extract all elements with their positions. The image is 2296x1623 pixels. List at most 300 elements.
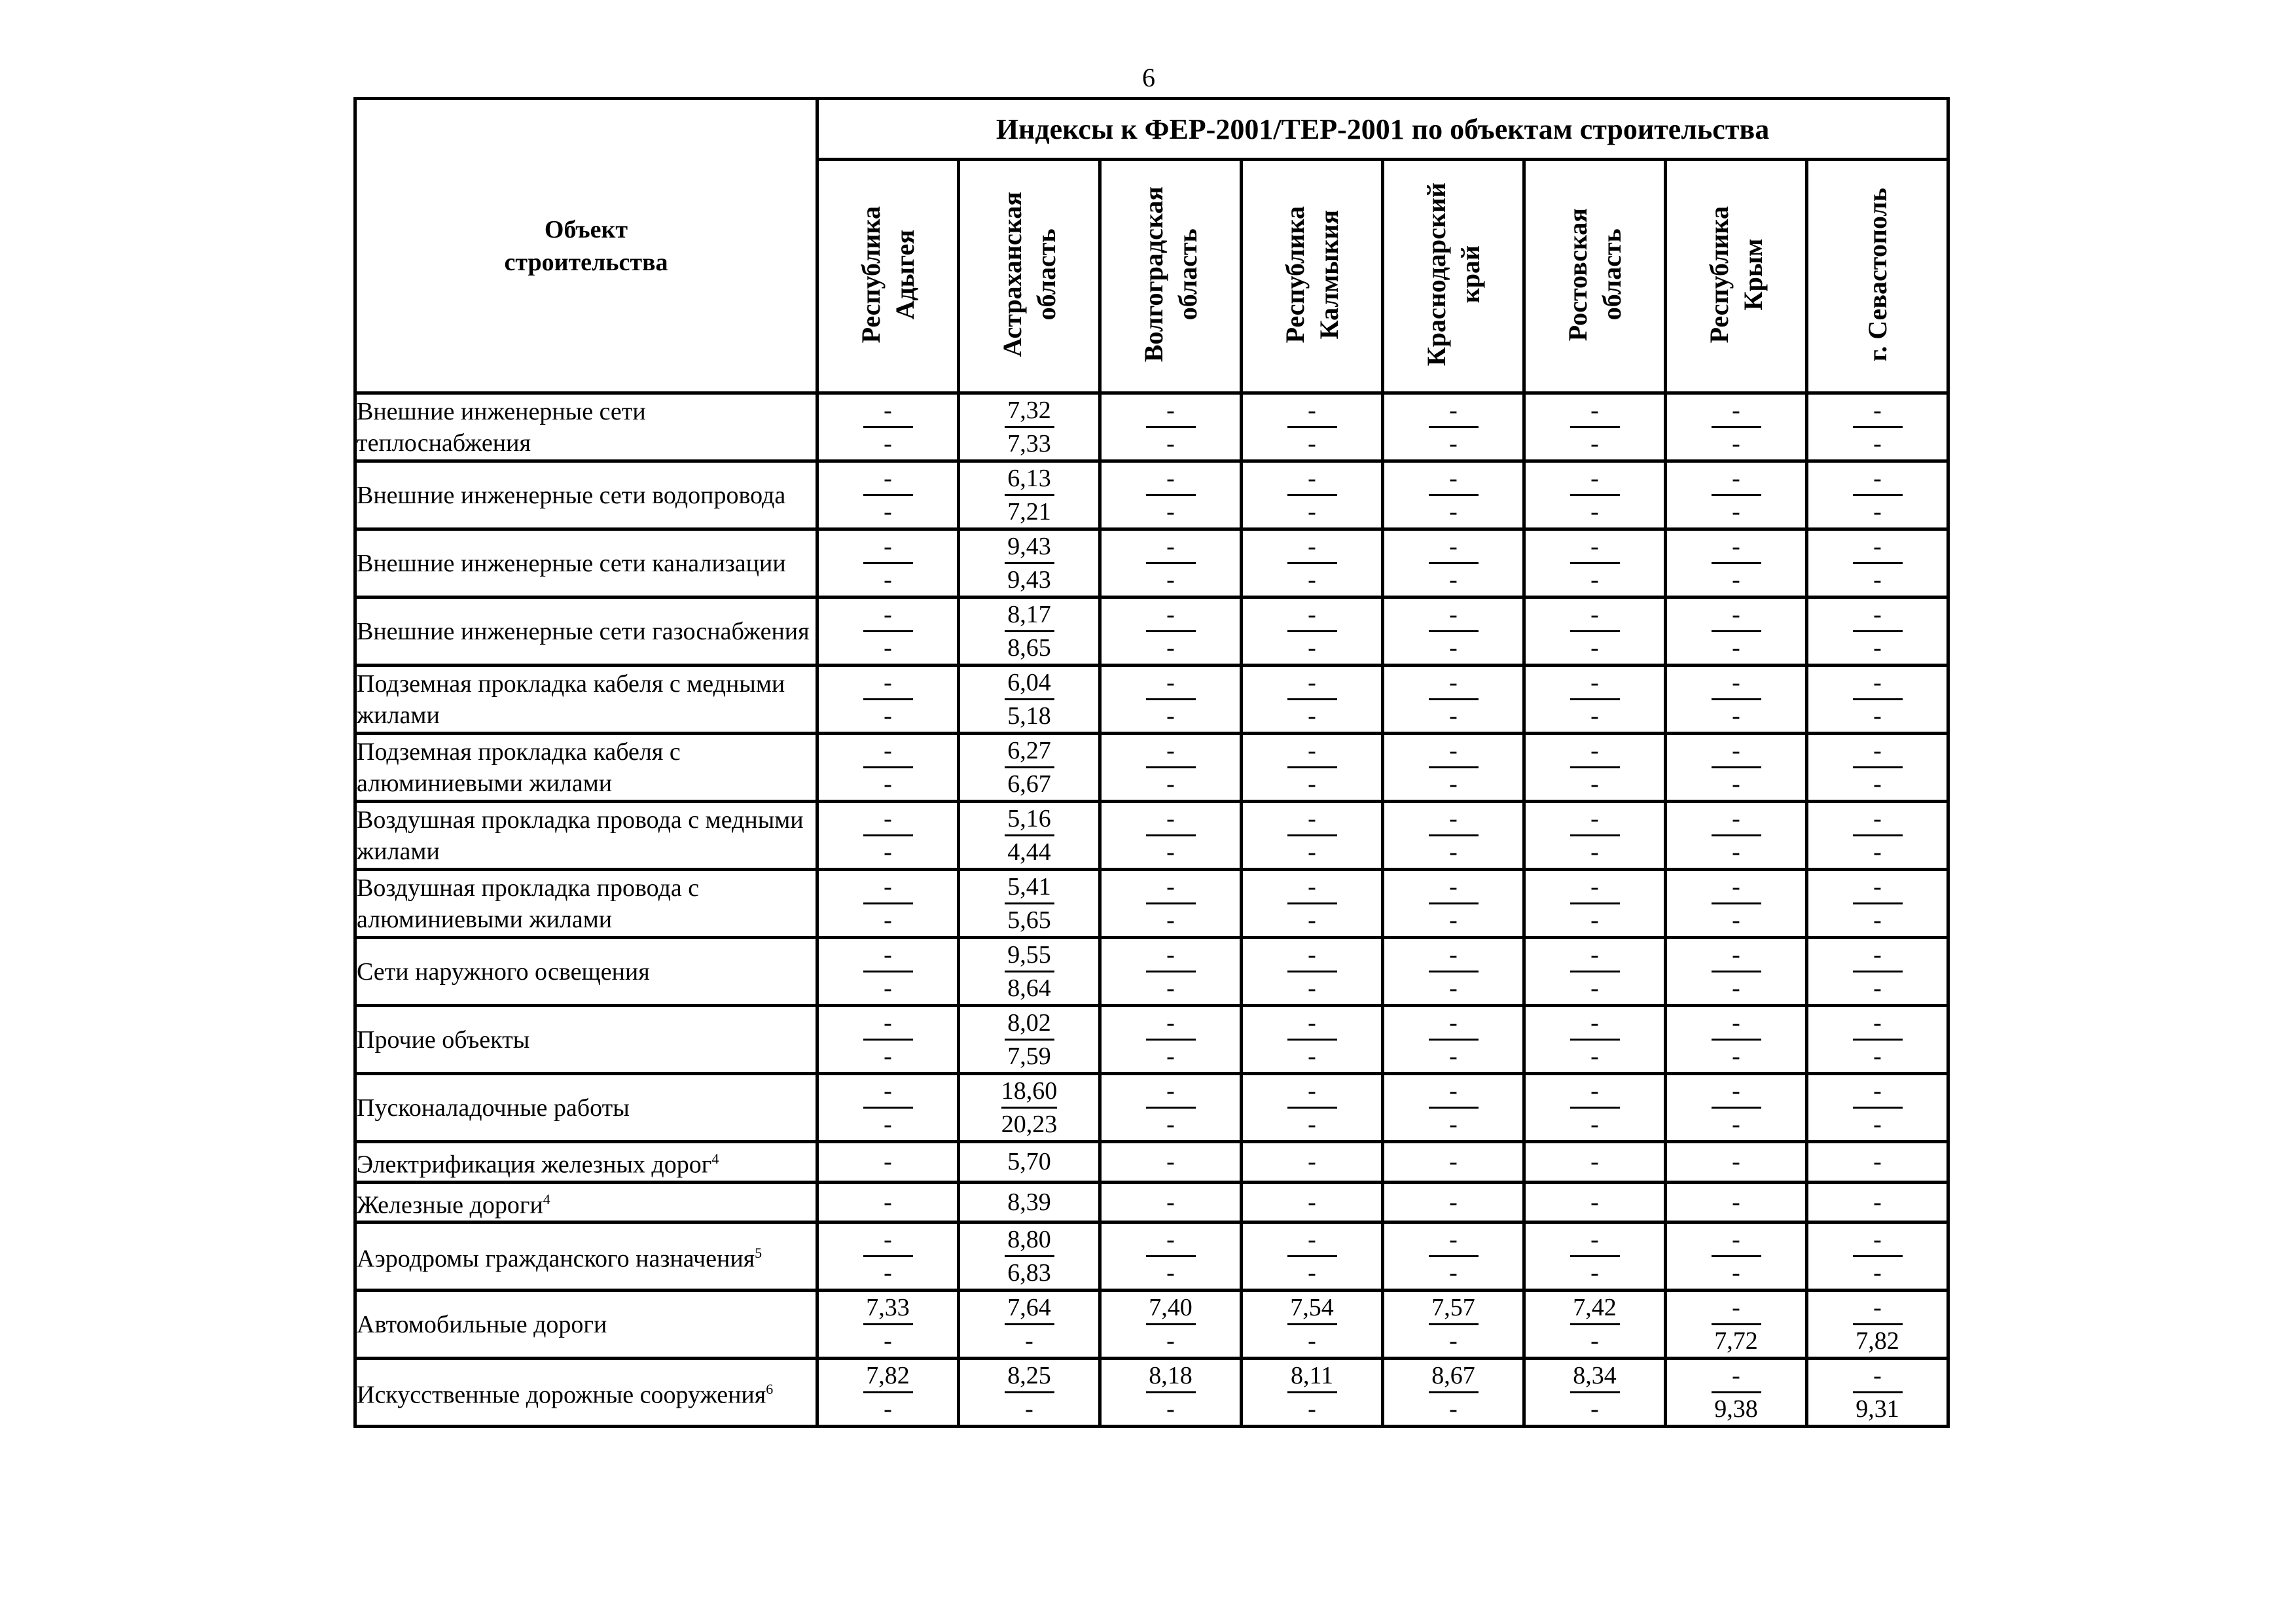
index-numerator: - xyxy=(1712,803,1761,836)
index-denominator: - xyxy=(1025,1395,1033,1423)
index-cell xyxy=(817,1006,959,1074)
index-cell xyxy=(1100,1074,1242,1142)
index-numerator: - xyxy=(1429,735,1479,768)
index-numerator: - xyxy=(1853,803,1903,836)
index-numerator: - xyxy=(1570,939,1620,972)
index-denominator: - xyxy=(884,634,892,662)
index-value: - xyxy=(1166,1148,1175,1176)
index-cell xyxy=(1383,393,1524,461)
index-numerator: - xyxy=(1570,531,1620,564)
index-cell xyxy=(1383,666,1524,734)
index-numerator: - xyxy=(1287,803,1337,836)
index-numerator: - xyxy=(1853,871,1903,904)
index-denominator: 7,21 xyxy=(1007,498,1051,526)
object-name-cell xyxy=(355,461,817,529)
index-denominator: - xyxy=(1590,702,1599,730)
index-numerator: 8,25 xyxy=(1005,1360,1054,1393)
index-cell xyxy=(817,666,959,734)
index-denominator: - xyxy=(884,838,892,866)
index-denominator: - xyxy=(1590,770,1599,798)
index-numerator: - xyxy=(1429,531,1479,564)
object-name: Пусконаладочные работы xyxy=(357,1094,630,1122)
index-value: - xyxy=(1873,1148,1882,1176)
index-denominator: - xyxy=(884,1111,892,1138)
index-denominator: - xyxy=(884,1395,892,1423)
index-denominator: - xyxy=(884,702,892,730)
index-denominator: - xyxy=(1732,838,1740,866)
index-cell xyxy=(959,1182,1100,1222)
index-numerator: - xyxy=(1146,939,1196,972)
footnote-marker: 4 xyxy=(543,1190,550,1207)
index-numerator: - xyxy=(863,531,913,564)
object-name-cell xyxy=(355,1359,817,1427)
index-numerator: - xyxy=(1287,1075,1337,1109)
index-cell xyxy=(1383,1182,1524,1222)
index-denominator: - xyxy=(1308,702,1316,730)
index-numerator: - xyxy=(1570,599,1620,632)
index-cell xyxy=(1383,802,1524,870)
index-cell xyxy=(817,1182,959,1222)
footnote-marker: 6 xyxy=(766,1381,774,1398)
index-cell xyxy=(817,1359,959,1427)
index-numerator: - xyxy=(1287,463,1337,496)
index-cell xyxy=(1524,461,1666,529)
index-numerator: - xyxy=(1712,463,1761,496)
index-numerator: - xyxy=(1712,1360,1761,1393)
index-value: 5,70 xyxy=(1007,1148,1051,1176)
index-denominator: - xyxy=(1590,1327,1599,1355)
index-numerator: - xyxy=(863,939,913,972)
index-cell xyxy=(1524,597,1666,666)
index-numerator: 8,02 xyxy=(1005,1007,1054,1041)
index-denominator: - xyxy=(1449,1259,1458,1287)
index-cell xyxy=(959,393,1100,461)
index-cell xyxy=(1666,870,1807,938)
index-denominator: - xyxy=(1308,1043,1316,1070)
index-value: - xyxy=(884,1148,892,1176)
index-numerator: - xyxy=(1429,463,1479,496)
index-cell xyxy=(959,734,1100,802)
index-denominator: - xyxy=(1449,702,1458,730)
index-denominator: - xyxy=(1590,906,1599,934)
index-denominator: - xyxy=(1166,838,1175,866)
index-denominator: - xyxy=(1166,906,1175,934)
index-cell xyxy=(1666,461,1807,529)
index-cell xyxy=(1524,1222,1666,1291)
index-numerator: - xyxy=(1287,599,1337,632)
index-numerator: - xyxy=(1287,531,1337,564)
index-value: - xyxy=(1873,1188,1882,1216)
index-numerator: - xyxy=(1287,871,1337,904)
index-numerator: 5,41 xyxy=(1005,871,1054,904)
index-cell xyxy=(1524,529,1666,597)
index-denominator: - xyxy=(1308,430,1316,457)
index-value: - xyxy=(1308,1188,1316,1216)
region-header-label: Астраханская область xyxy=(997,192,1061,357)
index-numerator: - xyxy=(863,1007,913,1041)
index-numerator: 7,32 xyxy=(1005,395,1054,428)
index-cell xyxy=(1100,1222,1242,1291)
index-numerator: - xyxy=(1146,1224,1196,1257)
index-cell xyxy=(959,666,1100,734)
region-header xyxy=(1100,160,1242,393)
object-name-cell xyxy=(355,1074,817,1142)
object-name: Воздушная прокладка провода с медными жилами xyxy=(357,806,804,865)
index-cell xyxy=(959,802,1100,870)
index-numerator: - xyxy=(1146,871,1196,904)
object-name-cell xyxy=(355,1142,817,1183)
index-cell xyxy=(1100,597,1242,666)
index-denominator: - xyxy=(884,770,892,798)
index-denominator: 9,38 xyxy=(1714,1395,1758,1423)
index-numerator: - xyxy=(1429,395,1479,428)
index-denominator: - xyxy=(1449,1111,1458,1138)
region-header xyxy=(1242,160,1383,393)
index-cell xyxy=(1666,529,1807,597)
index-denominator: 20,23 xyxy=(1001,1111,1058,1138)
index-cell xyxy=(959,1142,1100,1183)
index-denominator: 9,43 xyxy=(1007,566,1051,594)
index-cell xyxy=(959,529,1100,597)
index-denominator: - xyxy=(1590,1395,1599,1423)
index-cell xyxy=(1807,802,1948,870)
object-name: Внешние инженерные сети водопровода xyxy=(357,481,786,509)
index-cell xyxy=(1383,1222,1524,1291)
index-denominator: - xyxy=(1590,498,1599,526)
index-numerator: - xyxy=(1712,599,1761,632)
index-cell xyxy=(1666,666,1807,734)
index-value: - xyxy=(1590,1148,1599,1176)
index-numerator: 9,55 xyxy=(1005,939,1054,972)
index-cell xyxy=(817,1142,959,1183)
index-numerator: - xyxy=(1570,667,1620,700)
index-cell xyxy=(1100,1291,1242,1359)
index-numerator: - xyxy=(1570,871,1620,904)
index-numerator: - xyxy=(1712,531,1761,564)
object-name: Железные дороги xyxy=(357,1191,543,1219)
index-numerator: 7,82 xyxy=(863,1360,913,1393)
index-denominator: - xyxy=(1590,566,1599,594)
index-numerator: - xyxy=(863,1224,913,1257)
index-denominator: - xyxy=(1166,702,1175,730)
region-header-label: Ростовская область xyxy=(1562,207,1626,342)
index-numerator: - xyxy=(1429,1007,1479,1041)
table-row xyxy=(355,1291,1948,1359)
index-numerator: 7,42 xyxy=(1570,1292,1620,1325)
index-cell xyxy=(1100,802,1242,870)
index-cell xyxy=(1242,870,1383,938)
index-denominator: - xyxy=(1732,1111,1740,1138)
object-name-cell xyxy=(355,597,817,666)
index-numerator: - xyxy=(1853,1075,1903,1109)
index-cell xyxy=(1524,1291,1666,1359)
index-denominator: 5,65 xyxy=(1007,906,1051,934)
index-value: - xyxy=(1449,1148,1458,1176)
index-numerator: 7,57 xyxy=(1429,1292,1479,1325)
index-cell xyxy=(1100,529,1242,597)
index-cell xyxy=(1666,938,1807,1006)
index-cell xyxy=(1524,734,1666,802)
index-numerator: - xyxy=(1146,1075,1196,1109)
index-cell xyxy=(1242,938,1383,1006)
index-value: - xyxy=(1308,1148,1316,1176)
index-numerator: 7,40 xyxy=(1146,1292,1196,1325)
index-numerator: - xyxy=(1853,463,1903,496)
region-header-label: Республика Адыгея xyxy=(855,205,920,344)
index-cell xyxy=(817,1291,959,1359)
index-numerator: 6,13 xyxy=(1005,463,1054,496)
object-name-cell xyxy=(355,666,817,734)
index-cell xyxy=(1666,1291,1807,1359)
index-denominator: - xyxy=(1873,430,1882,457)
index-numerator: - xyxy=(1146,803,1196,836)
index-numerator: - xyxy=(1287,1224,1337,1257)
index-numerator: - xyxy=(1853,599,1903,632)
object-name: Воздушная прокладка провода с алюминиевыми жилами xyxy=(357,874,700,933)
object-name-cell xyxy=(355,734,817,802)
object-name: Внешние инженерные сети газоснабжения xyxy=(357,617,810,645)
index-denominator: - xyxy=(1732,498,1740,526)
index-cell xyxy=(1807,1182,1948,1222)
index-denominator: - xyxy=(1590,1043,1599,1070)
index-cell xyxy=(1524,870,1666,938)
index-denominator: - xyxy=(1732,1043,1740,1070)
table-row xyxy=(355,393,1948,461)
index-cell xyxy=(1807,393,1948,461)
object-name: Подземная прокладка кабеля с медными жилами xyxy=(357,669,785,729)
index-cell xyxy=(1807,461,1948,529)
index-denominator: 7,33 xyxy=(1007,430,1051,457)
index-numerator: - xyxy=(1712,871,1761,904)
index-cell xyxy=(1666,393,1807,461)
index-cell xyxy=(817,1074,959,1142)
index-numerator: - xyxy=(1570,395,1620,428)
index-denominator: - xyxy=(1873,1043,1882,1070)
index-denominator: - xyxy=(1166,1259,1175,1287)
index-numerator: 8,18 xyxy=(1146,1360,1196,1393)
index-cell xyxy=(817,393,959,461)
object-name-cell xyxy=(355,802,817,870)
index-denominator: - xyxy=(1732,702,1740,730)
index-cell xyxy=(1666,1006,1807,1074)
object-name: Сети наружного освещения xyxy=(357,957,650,986)
region-header xyxy=(1383,160,1524,393)
index-denominator: - xyxy=(1732,906,1740,934)
index-cell xyxy=(959,1291,1100,1359)
object-name: Автомобильные дороги xyxy=(357,1310,607,1338)
index-cell xyxy=(1242,1006,1383,1074)
object-name-cell xyxy=(355,1291,817,1359)
index-denominator: - xyxy=(884,566,892,594)
index-cell xyxy=(1807,938,1948,1006)
index-cell xyxy=(1666,802,1807,870)
index-numerator: - xyxy=(863,1075,913,1109)
table-row xyxy=(355,1142,1948,1183)
index-denominator: - xyxy=(1308,1259,1316,1287)
index-numerator: - xyxy=(1853,1292,1903,1325)
index-cell xyxy=(1807,1006,1948,1074)
index-cell xyxy=(1383,1291,1524,1359)
index-denominator: - xyxy=(884,906,892,934)
index-numerator: 7,33 xyxy=(863,1292,913,1325)
index-denominator: - xyxy=(1449,974,1458,1002)
index-cell xyxy=(959,938,1100,1006)
table-row xyxy=(355,938,1948,1006)
object-name-cell xyxy=(355,1006,817,1074)
index-numerator: - xyxy=(1287,1007,1337,1041)
index-cell xyxy=(1383,1006,1524,1074)
index-cell xyxy=(1666,1182,1807,1222)
index-numerator: 8,67 xyxy=(1429,1360,1479,1393)
index-numerator: - xyxy=(1287,939,1337,972)
index-cell xyxy=(1383,938,1524,1006)
index-cell xyxy=(817,870,959,938)
object-header-line1: Объект xyxy=(544,215,628,243)
index-numerator: - xyxy=(1570,1224,1620,1257)
index-denominator: - xyxy=(1732,770,1740,798)
index-denominator: - xyxy=(1873,498,1882,526)
index-cell xyxy=(1666,597,1807,666)
index-numerator: - xyxy=(1712,735,1761,768)
index-cell xyxy=(959,461,1100,529)
object-name: Электрификация железных дорог xyxy=(357,1150,712,1179)
footnote-marker: 4 xyxy=(711,1150,719,1167)
index-cell xyxy=(1524,1006,1666,1074)
index-cell xyxy=(1807,870,1948,938)
index-denominator: - xyxy=(1449,906,1458,934)
index-numerator: - xyxy=(1853,735,1903,768)
index-denominator: - xyxy=(1449,770,1458,798)
index-cell xyxy=(1383,870,1524,938)
index-denominator: - xyxy=(1873,838,1882,866)
index-cell xyxy=(817,802,959,870)
index-cell xyxy=(817,1222,959,1291)
index-denominator: - xyxy=(1166,1327,1175,1355)
index-cell xyxy=(1242,393,1383,461)
index-cell xyxy=(1100,1182,1242,1222)
index-denominator: - xyxy=(1308,906,1316,934)
index-numerator: - xyxy=(863,463,913,496)
index-cell xyxy=(959,597,1100,666)
index-cell xyxy=(1666,1074,1807,1142)
index-denominator: - xyxy=(1732,430,1740,457)
index-numerator: - xyxy=(1570,1075,1620,1109)
index-denominator: - xyxy=(1308,498,1316,526)
index-denominator: - xyxy=(1308,974,1316,1002)
index-numerator: - xyxy=(1853,531,1903,564)
index-cell xyxy=(1807,1359,1948,1427)
index-denominator: - xyxy=(1025,1327,1033,1355)
region-header xyxy=(959,160,1100,393)
index-cell xyxy=(1242,529,1383,597)
index-numerator: - xyxy=(863,667,913,700)
region-header-label: Республика Крым xyxy=(1704,205,1768,344)
index-numerator: - xyxy=(863,871,913,904)
index-denominator: - xyxy=(1166,1043,1175,1070)
index-cell xyxy=(1524,802,1666,870)
index-numerator: 8,34 xyxy=(1570,1360,1620,1393)
index-numerator: - xyxy=(1146,735,1196,768)
index-denominator: - xyxy=(1166,566,1175,594)
index-denominator: - xyxy=(1732,974,1740,1002)
object-name-cell xyxy=(355,1222,817,1291)
index-denominator: - xyxy=(1166,1111,1175,1138)
table-row xyxy=(355,1006,1948,1074)
index-cell xyxy=(1100,1359,1242,1427)
index-denominator: - xyxy=(1308,634,1316,662)
index-numerator: - xyxy=(1287,667,1337,700)
index-value: - xyxy=(1449,1188,1458,1216)
table-row xyxy=(355,1359,1948,1427)
index-cell xyxy=(1242,1074,1383,1142)
index-denominator: 6,67 xyxy=(1007,770,1051,798)
index-numerator: 7,64 xyxy=(1005,1292,1054,1325)
index-numerator: - xyxy=(1570,803,1620,836)
table-row xyxy=(355,461,1948,529)
index-denominator: - xyxy=(884,430,892,457)
index-denominator: - xyxy=(1449,566,1458,594)
index-denominator: 8,65 xyxy=(1007,634,1051,662)
index-cell xyxy=(959,1222,1100,1291)
index-denominator: - xyxy=(1449,498,1458,526)
index-denominator: - xyxy=(1166,634,1175,662)
object-name: Внешние инженерные сети канализации xyxy=(357,549,786,577)
index-denominator: 4,44 xyxy=(1007,838,1051,866)
index-cell xyxy=(1383,1074,1524,1142)
index-numerator: - xyxy=(1570,463,1620,496)
index-denominator: - xyxy=(1308,838,1316,866)
index-denominator: - xyxy=(1308,566,1316,594)
index-cell xyxy=(1524,393,1666,461)
index-numerator: - xyxy=(1146,531,1196,564)
index-cell xyxy=(1242,1222,1383,1291)
index-numerator: - xyxy=(863,735,913,768)
index-cell xyxy=(1383,597,1524,666)
index-denominator: 6,83 xyxy=(1007,1259,1051,1287)
index-denominator: - xyxy=(1873,1111,1882,1138)
indices-group-header: Индексы к ФЕР-2001/ТЕР-2001 по объектам строительства xyxy=(817,99,1948,160)
index-denominator: - xyxy=(1308,1395,1316,1423)
index-denominator: - xyxy=(1449,430,1458,457)
index-cell xyxy=(1524,1074,1666,1142)
index-numerator: - xyxy=(1853,1360,1903,1393)
index-denominator: - xyxy=(1166,1395,1175,1423)
index-cell xyxy=(1242,597,1383,666)
index-denominator: - xyxy=(1873,566,1882,594)
index-denominator: 8,64 xyxy=(1007,974,1051,1002)
index-denominator: - xyxy=(1873,906,1882,934)
index-cell xyxy=(1666,1359,1807,1427)
index-numerator: - xyxy=(1853,667,1903,700)
index-denominator: 9,31 xyxy=(1856,1395,1899,1423)
table-row xyxy=(355,734,1948,802)
object-name-cell xyxy=(355,938,817,1006)
index-cell xyxy=(817,597,959,666)
construction-index-table xyxy=(353,97,1950,1428)
index-cell xyxy=(1242,1359,1383,1427)
index-numerator: 8,80 xyxy=(1005,1224,1054,1257)
index-value: 8,39 xyxy=(1007,1188,1051,1216)
index-numerator: 6,04 xyxy=(1005,667,1054,700)
index-cell xyxy=(959,1074,1100,1142)
table-row xyxy=(355,1074,1948,1142)
index-denominator: - xyxy=(1166,770,1175,798)
index-cell xyxy=(1807,1291,1948,1359)
index-cell xyxy=(1807,666,1948,734)
index-cell xyxy=(1100,1142,1242,1183)
region-header xyxy=(817,160,959,393)
index-cell xyxy=(1807,1222,1948,1291)
